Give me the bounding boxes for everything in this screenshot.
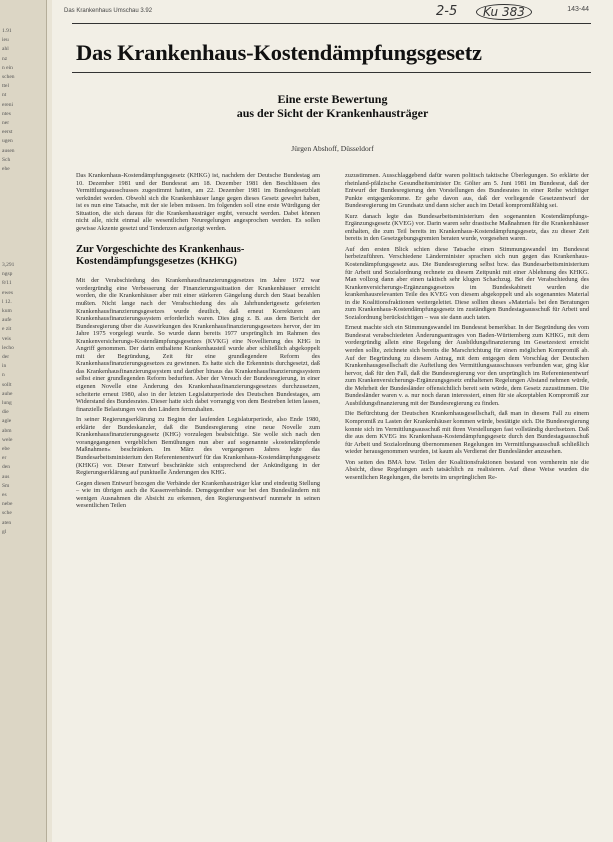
adjacent-page-fragment: auhe bbox=[2, 390, 13, 397]
adjacent-page-fragment: die bbox=[2, 409, 9, 416]
adjacent-page-fragment: eerst bbox=[2, 129, 13, 136]
adjacent-page-fragment: ereni bbox=[2, 101, 13, 108]
article-title: Das Krankenhaus-Kostendämpfungsgesetz bbox=[76, 40, 482, 65]
adjacent-page-fragment: n ein bbox=[2, 64, 13, 71]
section-heading bbox=[76, 244, 320, 267]
right-column bbox=[345, 172, 589, 832]
adjacent-page-fragment: nt bbox=[2, 92, 7, 99]
adjacent-page-fragment: ahl bbox=[2, 46, 9, 53]
page-reference: 143-44 bbox=[567, 6, 589, 13]
body-paragraph: Auf den ersten Blick schien diese Tatsache einen Stimmungswandel im Bundesrat herbeizuführen. Verschiedene Länderminister sprachen sich nun gegen das Krankenhaus-Kostendämpfungsgesetz aus. Die Bundesregierung selbst bzw. das Bundesarbeitsministerium für Arbeit und Sozialordnung rechnete zu diesem Zeitpunkt mit einer Ablehnung des KHKG. Man vollzog dann aber einen taktisch sehr klugen Schachzug. Bei der Verabschiedung des Krankenversicherungs-Ergänzungsgesetzes im Bundeskabinett wurden die krankenhausrelevanten Teile des KVEG von diesem abgekoppelt und als sogenanntes Material in die Koalitionsfraktionen weitergeleitet. Diese sollten dieses »Material« bei den Beratungen zum Krankenhaus-Kostendämpfungsgesetz im zuständigen Bundestagsausschuß für Arbeit und Sozialordnung berücksichtigen – was sie dann auch taten. bbox=[345, 245, 589, 321]
body-paragraph: Mit der Verabschiedung des Krankenhausfinanzierungsgesetzes im Jahre 1972 war vordergründig eine Verbesserung der Finanzierungssituation der Krankenhäuser erreicht worden, die die Krankenhäuser aber mit einer stärkeren Gängelung durch den Staat bezahlen mußten. Nicht lange nach der Verabschiedung des als Jahrhundertgesetz gefeierten Krankenhausfinanzierungsgesetzes wurde deutlich, daß erneut Korrekturen am Krankenhausfinanzierungssystem erforderlich waren. Dies ging z. B. aus dem Bericht der Bundesregierung über die Auswirkungen des Krankenhausfinanzierungsgesetzes hervor, der im Jahre 1975 vorgelegt wurde. So wurde dann bereits 1977 ursprünglich im Rahmen des Krankenversicherungs-Kostendämpfungsgesetzes (KVKG) eine Novellierung des KHG in Angriff genommen. Der darin enthaltene Krankenhausteil wurde aber schließlich abgekoppelt mit der Begründung, Zeit für eine grundlegendere Reform des Krankenhausfinanzierungsgesetzes zu gewinnen. Es hatte sich die Erkenntnis durchgesetzt, daß das Krankenhausfinanzierungssystem und darüber hinaus das Krankenhausfinanzierungssystem selbst einer grundlegenden Reform bedurften. Aber der Versuch der Bundesregierung, in einer eigenen Novelle eine Änderung des Krankenhausfinanzierungsgesetzes durchzusetzen, scheiterte erneut 1980, also in der letzten Legislaturperiode des Deutschen Bundestages, am Widerstand des Bundesrates. Dieser hatte sich dabei vorrangig von dem Bestreben leiten lassen, finanzielle Belastungen von den Ländern fernzuhalten. bbox=[76, 277, 320, 413]
adjacent-page-fragment: Sch bbox=[2, 156, 11, 163]
body-paragraph: Erneut machte sich ein Stimmungswandel im Bundesrat bemerkbar. In der Begründung des vom Bundesrat verabschiedeten Änderungsantrages von Baden-Württemberg zum KHKG, mit dem vordergründig allein eine Regelung der Ausbildungsfinanzierung im Gesetzestext erreicht werden sollte, zeichnete sich bereits die Marschrichtung für einen möglichen Kompromiß ab. Auf der Begründung zu diesem Antrag, mit dem entgegen dem Vorschlag der Deutschen Krankenhausgesellschaft die Aufteilung des Vermittlungsausschusses verbunden war, ging klar hervor, daß für den Fall, daß die Bundesregierung vor den ursprünglich im Referentenentwurf zum Krankenversicherungs-Ergänzungsgesetz enthaltenen Regelungen Abstand nehmen würde, die Mehrheit der Bundesländer offensichtlich bereit sein würde, dem Gesetz zuzustimmen. Die Bundesländer waren v. a. nur noch daran interessiert, einen für sie akzeptablen Kompromiß zur Ausbildungsfinanzierung mit der Bundesregierung zu finden. bbox=[345, 324, 589, 407]
adjacent-page-fragment: lecho bbox=[2, 344, 14, 351]
adjacent-page-fragment: n bbox=[2, 372, 5, 379]
left-column bbox=[76, 172, 320, 832]
body-paragraph: Kurz danach legte das Bundesarbeitsministerium den sogenannten Kostendämpfungs-Ergänzungsgesetz (KVEG) vor. Darin waren sehr drastische Maßnahmen für die Krankenhäuser enthalten, die zum Teil bereits im Krankenhaus-Kostendämpfungsgesetz, das zu dieser Zeit bereits in den Gesetzgebungsgremien beraten wurde, vorgesehen waren. bbox=[345, 212, 589, 243]
body-paragraph: In seiner Regierungserklärung zu Beginn der laufenden Legislaturperiode, also Ende 1980, erklärte der Bundeskanzler, daß die Bundesregierung eine neue Novelle zum Krankenhausfinanzierungsgesetz (KHG) vorzulegen beabsichtige. Sie wolle sich nach den vorangegangenen vergeblichen Bemühungen nun aber auf sogenannte »kostendämpfende Maßnahmen« beschränken. Im März des vergangenen Jahres legte das Bundesarbeitsministerium den Referentenentwurf für das Krankenhaus-Kostendämpfungsgesetz (KHKG) vor. Dieser Entwurf beschränkte sich entsprechend der Ankündigung in der Regierungserklärung auf punktuelle Änderungen des KHG. bbox=[76, 416, 320, 477]
adjacent-page-fragment: ieu bbox=[2, 37, 9, 44]
adjacent-page-strip bbox=[0, 0, 47, 842]
handwritten-note: 2-5 bbox=[436, 4, 458, 19]
subtitle-line-1: Eine erste Bewertung bbox=[277, 92, 388, 106]
adjacent-page-fragment: sche bbox=[2, 510, 12, 517]
adjacent-page-fragment: in bbox=[2, 363, 7, 370]
adjacent-page-fragment: agle bbox=[2, 418, 12, 425]
adjacent-page-fragment: es bbox=[2, 492, 7, 498]
adjacent-page-fragment: 1.91 bbox=[2, 28, 12, 34]
adjacent-page-fragment: aufe bbox=[2, 317, 12, 324]
adjacent-page-fragment: ner bbox=[2, 120, 10, 126]
adjacent-page-fragment: schen bbox=[2, 74, 15, 80]
section-heading-line-1: Zur Vorgeschichte des Krankenhaus- bbox=[76, 244, 245, 256]
adjacent-page-fragment: den bbox=[2, 464, 10, 471]
page-header bbox=[64, 4, 589, 18]
adjacent-page-fragment: l 12. bbox=[2, 298, 12, 305]
adjacent-page-fragment: abm bbox=[2, 427, 12, 434]
adjacent-page-fragment: nz bbox=[2, 55, 8, 62]
header-rule bbox=[72, 23, 591, 24]
body-paragraph: Die Befürchtung der Deutschen Krankenhausgesellschaft, daß man in diesem Fall zu einem Kompromiß zu Lasten der Krankenhäuser kommen würde, bestätigte sich. Die Bundesregierung konnte sich im Vermittlungsausschuß mit ihren Vorstellungen fast vollständig durchsetzen. Daß die aus dem KVEG ins Krankenhaus-Kostendämpfungsgesetz durch den Bundestagsausschuß für Arbeit und Sozialordnung übernommenen Regelungen im Vermittlungsausschuß schließlich wieder herausgenommen wurden, ist kaum als Verdienst der Bundesländer anzusehen. bbox=[345, 410, 589, 456]
adjacent-page-fragment: 8/11 bbox=[2, 280, 12, 287]
adjacent-page-fragment: ausen bbox=[2, 147, 15, 154]
adjacent-page-fragment: nebe bbox=[2, 501, 13, 508]
adjacent-page-fragment: veis bbox=[2, 335, 11, 342]
adjacent-page-fragment: Sm bbox=[2, 482, 10, 489]
adjacent-page-fragment: gl bbox=[2, 528, 7, 535]
adjacent-page-fragment: wele bbox=[2, 436, 13, 443]
adjacent-page-fragment: kum bbox=[2, 308, 12, 314]
body-paragraph: zuzustimmen. Ausschlaggebend dafür waren politisch taktische Überlegungen. So erklärte der rheinland-pfälzische Gesundheitsminister Dr. Gölter am 5. Juni 1981 im Bundesrat, daß der Entwurf der Bundesregierung den Vorstellungen des Bundesrates in einer Reihe wichtiger Punkte entgegenkomme. Er gehe davon aus, daß der vorliegende Gesetzentwurf der Bundesregierung im Grundsatz und dann sicher auch im Detail kompromißfähig sei. bbox=[345, 172, 589, 210]
subtitle-line-2: aus der Sicht der Krankenhausträger bbox=[236, 106, 429, 120]
adjacent-page-fragment: ntes bbox=[2, 110, 11, 117]
handwritten-circled-note: Ku 383 bbox=[476, 4, 532, 20]
adjacent-page-fragment: ugen bbox=[2, 138, 13, 145]
adjacent-page-fragment: aus bbox=[2, 473, 10, 480]
title-rule bbox=[72, 72, 591, 73]
adjacent-page-fragment: e zit bbox=[2, 326, 12, 333]
adjacent-page-fragment: 3,291 bbox=[2, 262, 15, 268]
adjacent-page-fragment: der bbox=[2, 354, 10, 360]
adjacent-page-fragment: aten bbox=[2, 519, 12, 526]
intro-paragraph: Das Krankenhaus-Kostendämpfungsgesetz (KHKG) ist, nachdem der Deutsche Bundestag am 10. Dezember 1981 und der Bundesrat am 18. Dezember 1981 den Beschlüssen des Vermittlungsausschusses zugestimmt hatten, am 22. Dezember 1981 im Bundesgesetzblatt verkündet worden. Obwohl sich die Krankenhäuser lange gegen dieses Gesetz gewehrt haben, ist es nun eine Tatsache, mit der sie leben müssen. Im folgenden soll eine erste Würdigung der Situation, die sich daraus für die Krankenhausträger ergibt, versucht werden. Dabei können nicht alle, nicht einmal alle wesentlichen Neuregelungen angesprochen werden. Es sollen gewisse Akzente gesetzt und Tendenzen aufgezeigt werden. bbox=[76, 172, 320, 232]
journal-reference: Das Krankenhaus Umschau 3.92 bbox=[64, 8, 153, 14]
adjacent-page-fragment: ttel bbox=[2, 83, 10, 90]
body-paragraph: Von seiten des BMA bzw. Teilen der Koalitionsfraktionen bestand von vornherein nie die Absicht, diese Regelungen auch tatsächlich zu realisieren. Auf diese Weise wurden die wesentlichen Regelungen, die bereits im ursprünglichen Re- bbox=[345, 458, 589, 481]
adjacent-page-fragment: ehe bbox=[2, 166, 10, 172]
adjacent-page-fragment: sollt bbox=[2, 381, 12, 388]
adjacent-page-fragment: lung bbox=[2, 400, 12, 406]
adjacent-page-fragment: ngsp bbox=[2, 271, 13, 278]
adjacent-page-fragment: ebe bbox=[2, 446, 10, 452]
document-page bbox=[52, 0, 613, 842]
body-paragraph: Gegen diesen Entwurf bezogen die Verbände der Krankenhausträger klar und eindeutig Stellung – wie im übrigen auch die Kassenverbände. Demgegenüber war bei den Bundesländern mit wenigen Ausnahmen die Absicht zu erkennen, den Regierungsentwurf nunmehr in seinen wesentlichen Teilen bbox=[76, 479, 320, 510]
section-heading-line-2: Kostendämpfungsgesetzes (KHKG) bbox=[76, 255, 237, 267]
author-line: Jürgen Abshoff, Düsseldorf bbox=[291, 144, 374, 153]
adjacent-page-fragment: er bbox=[2, 455, 7, 462]
adjacent-page-fragment: ewes bbox=[2, 289, 13, 296]
